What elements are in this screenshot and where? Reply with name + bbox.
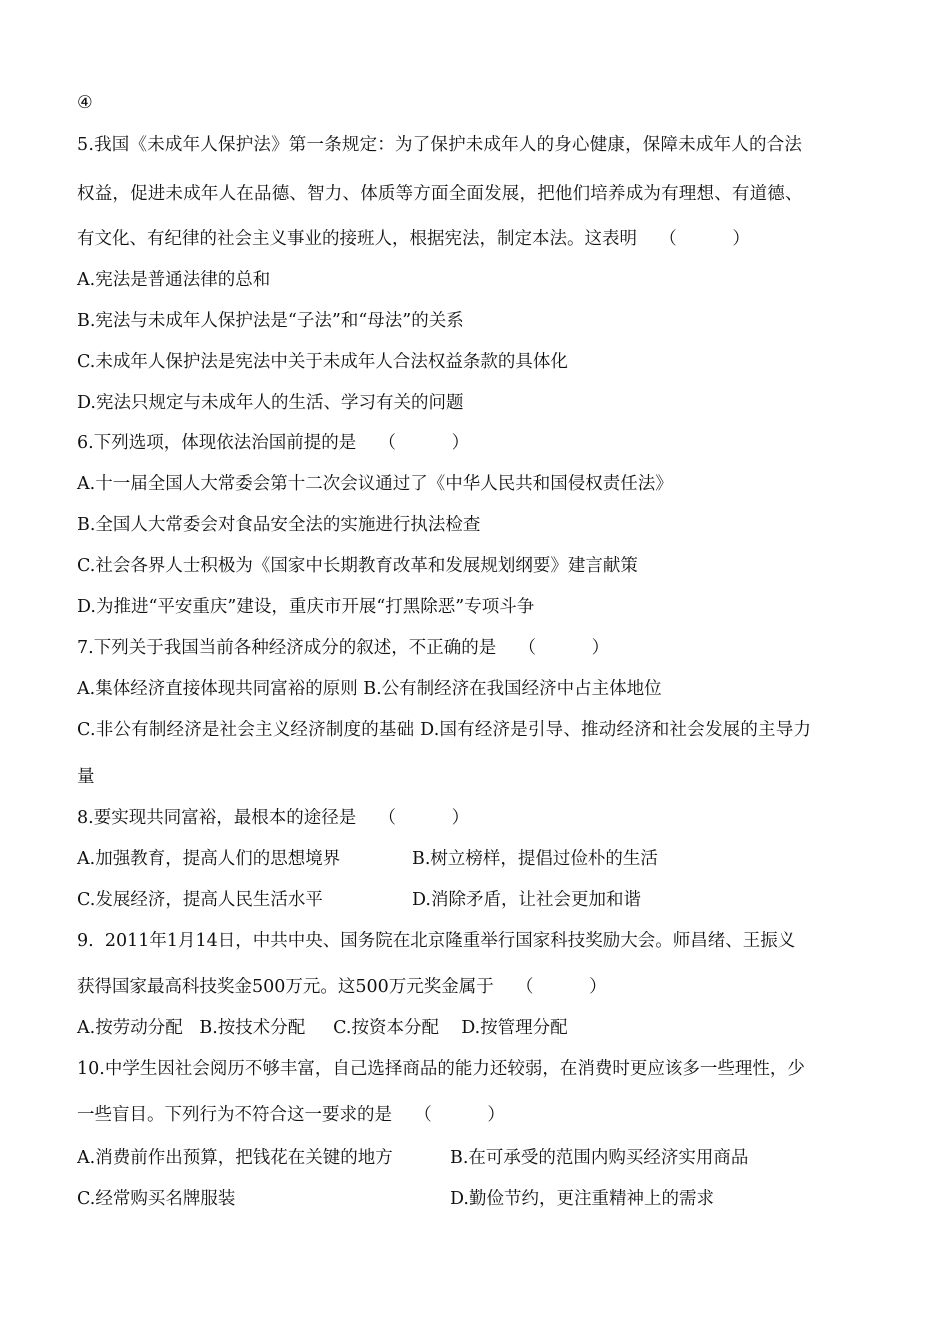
q5-stem-line3: 有文化、有纪律的社会主义事业的接班人，根据宪法，制定本法。这表明 （ ）: [77, 229, 750, 249]
q9-stem-line1: 9. 2011年1月14日，中共中央、国务院在北京隆重举行国家科技奖励大会。师昌绪、王振义: [77, 931, 796, 951]
q8-option-b: B.树立榜样，提倡过俭朴的生活: [412, 849, 658, 869]
q5-stem-line2: 权益，促进未成年人在品德、智力、体质等方面全面发展，把他们培养成为有理想、有道德、: [77, 184, 803, 204]
q10-stem-line1: 10.中学生因社会阅历不够丰富，自己选择商品的能力还较弱，在消费时更应该多一些理性，少: [77, 1059, 805, 1079]
q9-options: A.按劳动分配 B.按技术分配 C.按资本分配 D.按管理分配: [77, 1018, 568, 1038]
q7-options-cd: C.非公有制经济是社会主义经济制度的基础 D.国有经济是引导、推动经济和社会发展的主导力: [77, 720, 812, 740]
q10-option-b: B.在可承受的范围内购买经济实用商品: [450, 1148, 749, 1168]
q9-stem-line2: 获得国家最高科技奖金500万元。这500万元奖金属于 （ ）: [77, 977, 607, 997]
q5-option-a: A.宪法是普通法律的总和: [77, 270, 271, 290]
q6-stem: 6.下列选项，体现依法治国前提的是 （ ）: [77, 433, 470, 453]
q5-option-b: B.宪法与未成年人保护法是“子法”和“母法”的关系: [77, 311, 464, 331]
q8-option-a: A.加强教育，提高人们的思想境界: [77, 849, 341, 869]
q10-option-a: A.消费前作出预算，把钱花在关键的地方: [77, 1148, 393, 1168]
q8-option-d: D.消除矛盾，让社会更加和谐: [412, 890, 641, 910]
q5-option-c: C.未成年人保护法是宪法中关于未成年人合法权益条款的具体化: [77, 352, 568, 372]
q10-stem-line2: 一些盲目。下列行为不符合这一要求的是 （ ）: [77, 1105, 505, 1125]
q6-option-a: A.十一届全国人大常委会第十二次会议通过了《中华人民共和国侵权责任法》: [77, 474, 673, 494]
q6-option-d: D.为推进“平安重庆”建设，重庆市开展“打黑除恶”专项斗争: [77, 597, 535, 617]
q5-option-d: D.宪法只规定与未成年人的生活、学习有关的问题: [77, 393, 464, 413]
q10-option-d: D.勤俭节约，更注重精神上的需求: [450, 1189, 714, 1209]
q7-options-cd-cont: 量: [77, 767, 95, 787]
q6-option-c: C.社会各界人士积极为《国家中长期教育改革和发展规划纲要》建言献策: [77, 556, 638, 576]
q8-option-c: C.发展经济，提高人民生活水平: [77, 890, 323, 910]
q7-options-ab: A.集体经济直接体现共同富裕的原则 B.公有制经济在我国经济中占主体地位: [77, 679, 662, 699]
q5-stem-line1: 5.我国《未成年人保护法》第一条规定：为了保护未成年人的身心健康，保障未成年人的合法: [77, 135, 803, 155]
q6-option-b: B.全国人大常委会对食品安全法的实施进行执法检查: [77, 515, 481, 535]
q10-option-c: C.经常购买名牌服装: [77, 1189, 236, 1209]
option-4-marker: ④: [77, 93, 93, 113]
q8-stem: 8.要实现共同富裕，最根本的途径是 （ ）: [77, 808, 470, 828]
q7-stem: 7.下列关于我国当前各种经济成分的叙述，不正确的是 （ ）: [77, 638, 610, 658]
